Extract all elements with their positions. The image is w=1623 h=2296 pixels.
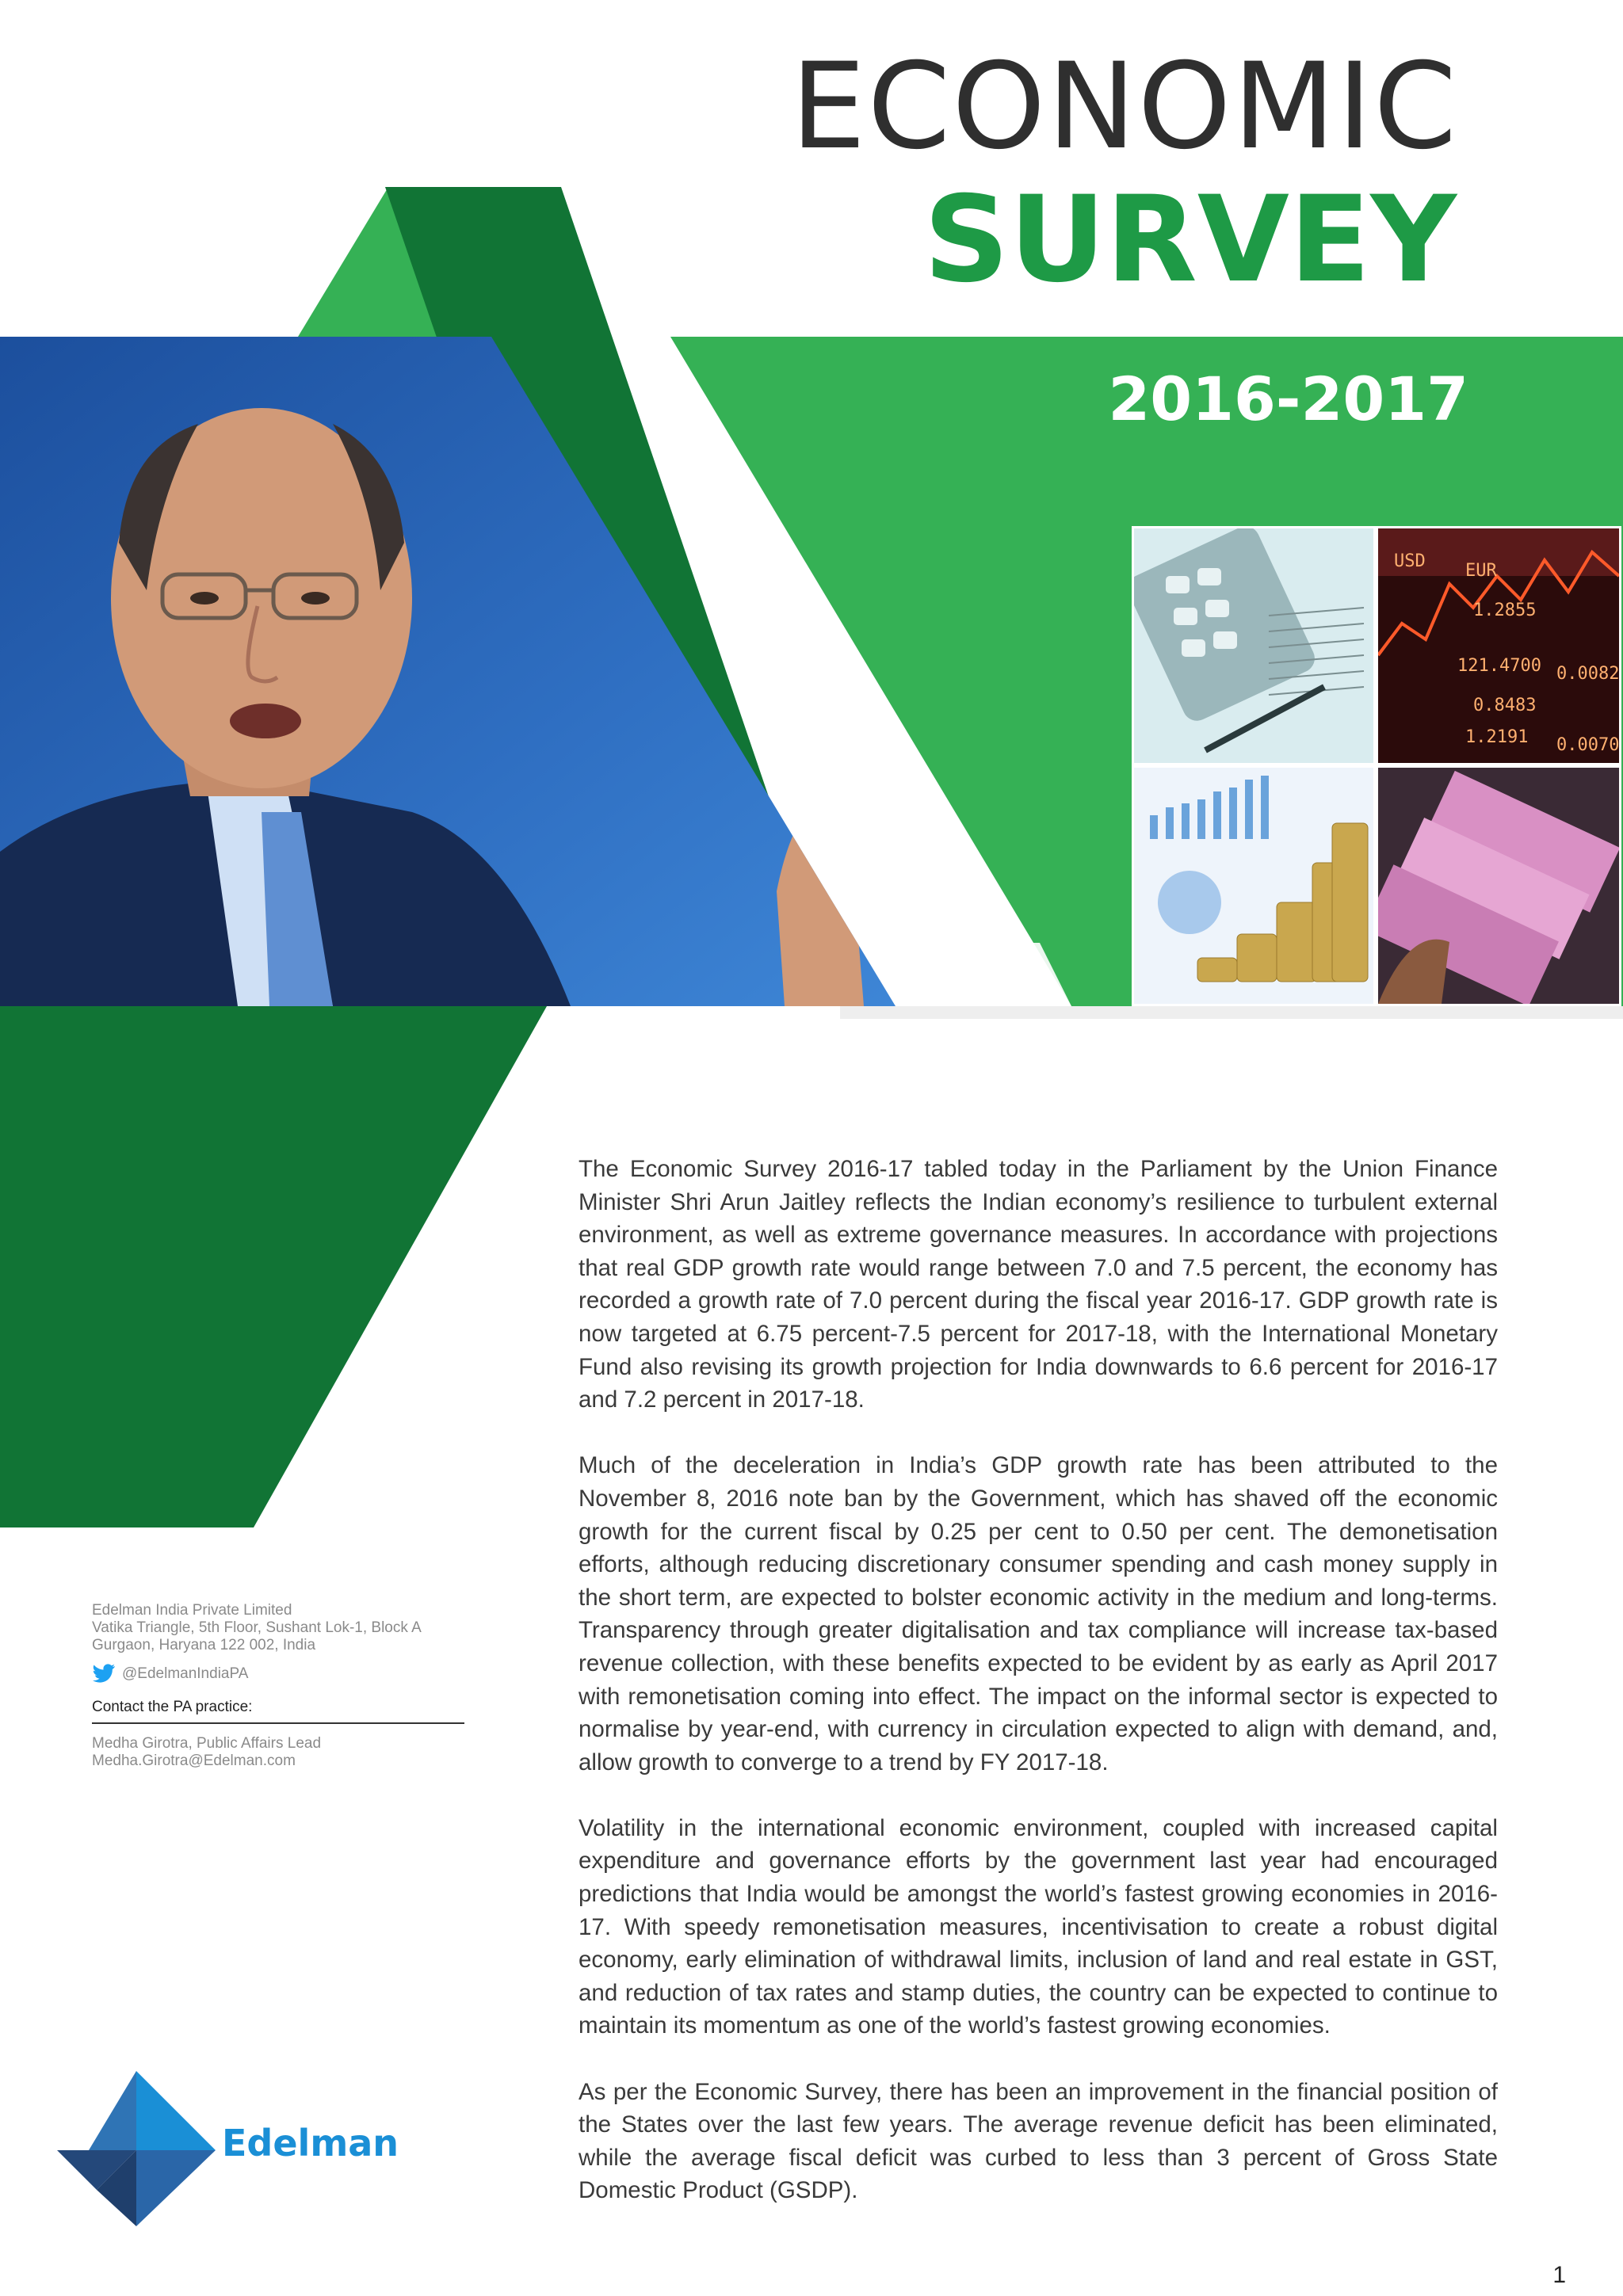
- twitter-handle[interactable]: @EdelmanIndiaPA: [122, 1665, 249, 1682]
- currency-notes-thumbnail: [1376, 765, 1621, 1006]
- company-name: Edelman India Private Limited: [92, 1602, 292, 1619]
- body-text: [579, 1153, 1498, 2241]
- page-number: 1: [1552, 2262, 1566, 2288]
- board-value-1: 1.2855: [1473, 601, 1537, 620]
- address-line-2: Gurgaon, Haryana 122 002, India: [92, 1637, 316, 1653]
- board-value-2: 121.4700: [1457, 656, 1541, 676]
- contact-heading: Contact the PA practice:: [92, 1699, 464, 1724]
- address-line-1: Vatika Triangle, 5th Floor, Sushant Lok-1, Block A: [92, 1619, 422, 1636]
- survey-years: 2016-2017: [1108, 364, 1468, 434]
- board-label-usd: USD: [1394, 551, 1426, 571]
- stock-board-thumbnail: [1376, 526, 1621, 765]
- paragraph: As per the Economic Survey, there has been an improvement in the financial position of the States over the last few years. The average revenue deficit has been eliminated, while the average fiscal deficit was curbed to less than 3 percent of Gross State Domestic Product (GSDP).: [579, 2078, 1498, 2204]
- contact-person: Medha Girotra, Public Affairs Lead: [92, 1735, 322, 1752]
- coins-chart-thumbnail: [1132, 765, 1376, 1006]
- edelman-logo-text: Edelman: [222, 2122, 399, 2164]
- board-value-3: 0.8483: [1473, 696, 1537, 715]
- calculator-thumbnail: [1132, 526, 1376, 765]
- paragraph: The Economic Survey 2016-17 tabled today in the Parliament by the Union Finance Minister Shri Arun Jaitley reflects the Indian economy’s resilience to turbulent external environment, as well as extreme governance measures. In accordance with projections that real GDP growth rate would range between 7.0 and 7.5 percent, the economy has recorded a growth rate of 7.0 percent during the fiscal year 2016-17. GDP growth rate is now targeted at 6.75 percent-7.5 percent for 2017-18, with the International Monetary Fund also revising its growth projection for India downwards to 6.6 percent for 2016-17 and 7.2 percent in 2017-18.: [579, 1156, 1498, 1413]
- paragraph: Much of the deceleration in India’s GDP growth rate has been attributed to the November 8, 2016 note ban by the Government, which has shaved off the economic growth for the current fiscal by 0.25 per cent to 0.50 per cent. The demonetisation efforts, although reducing discretionary consumer spending and cash money supply in the short term, are expected to bolster economic activity in the medium and long-terms. Transparency through greater digitalisation and tax compliance will increase tax-based revenue collection, with these benefits expected to be evident by as early as April 2017 with remonetisation coming into effect. The impact on the informal sector is expected to normalise by year-end, with currency in circulation expected to align with demand, and, allow growth to converge to a trend by FY 2017-18.: [579, 1452, 1498, 1775]
- board-value-6: 0.0070: [1556, 735, 1619, 755]
- board-label-eur: EUR: [1465, 561, 1497, 581]
- board-value-4: 1.2191: [1465, 727, 1529, 747]
- board-value-5: 0.0082: [1556, 664, 1619, 684]
- twitter-icon: [92, 1664, 116, 1684]
- contact-email[interactable]: Medha.Girotra@Edelman.com: [92, 1753, 296, 1769]
- twitter-link[interactable]: [92, 1664, 464, 1684]
- title-survey: SURVEY: [923, 171, 1457, 309]
- minister-photo: [0, 337, 896, 1010]
- edelman-logo-icon: [57, 2071, 216, 2226]
- paragraph: Volatility in the international economic environment, coupled with increased capital expenditure and governance efforts by the government last year had encouraged predictions that India would be amongst the world’s fastest growing economies in 2016-17. With speedy remonetisation measures, incentivisation to create a robust digital economy, early elimination of withdrawal limits, inclusion of land and real estate in GST, and reduction of tax rates and stamp duties, the country can be expected to continue to maintain its momentum as one of the world’s fastest growing economies.: [579, 1814, 1498, 2039]
- title-economic: ECONOMIC: [790, 38, 1458, 176]
- contact-block: [92, 1602, 464, 1770]
